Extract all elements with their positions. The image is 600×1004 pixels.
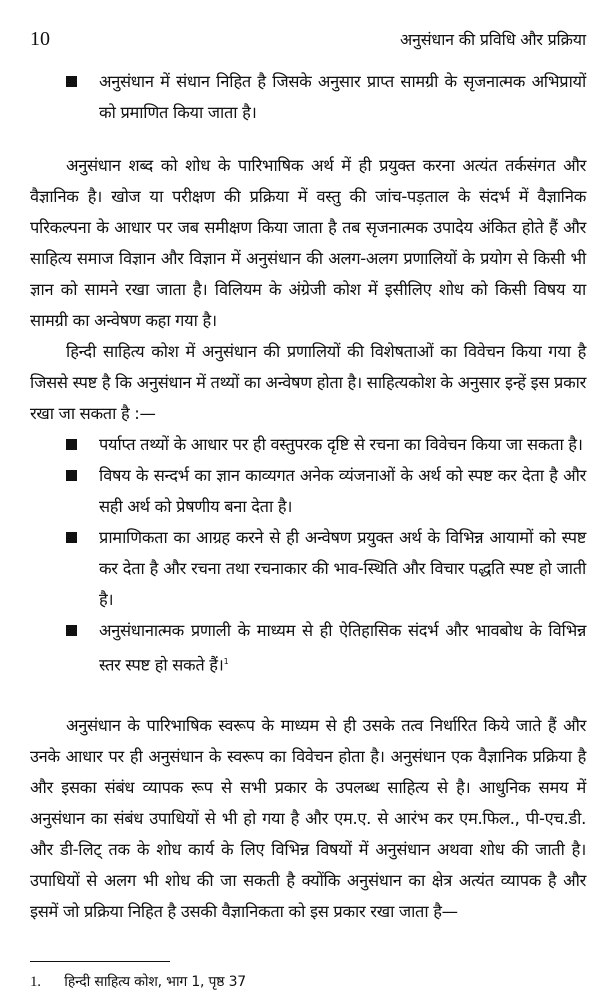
square-bullet-icon — [66, 625, 77, 636]
running-title: अनुसंधान की प्रविधि और प्रक्रिया — [400, 30, 586, 49]
page-number: 10 — [30, 28, 50, 50]
bullet-text: अनुसंधानात्मक प्रणाली के माध्यम से ही ऐतिहासिक संदर्भ और भावबोध के विभिन्न स्तर स्पष्ट हो सकते हैं। — [99, 621, 586, 675]
bullet-text: पर्याप्त तथ्यों के आधार पर ही वस्तुपरक दृष्टि से रचना का विवेचन किया जा सकता है। — [99, 435, 583, 454]
footnote-divider — [30, 961, 170, 962]
square-bullet-icon — [66, 76, 77, 87]
paragraph-3 — [30, 710, 586, 927]
paragraph-text: हिन्दी साहित्य कोश में अनुसंधान की प्रणालियों की विशेषताओं का विवेचन किया गया है जिससे स्पष्ट है कि अनुसंधान में तथ्यों का अन्वेषण होता है। साहित्यकोश के अनुसार इन्हें इस प्रकार रखा जा सकता है :— — [30, 342, 587, 423]
square-bullet-icon — [66, 532, 77, 543]
top-bullet-block — [30, 66, 586, 128]
bullet-text: विषय के सन्दर्भ का ज्ञान काव्यगत अनेक व्यंजनाओं के अर्थ को स्पष्ट कर देता है और सही अर्थ को प्रेषणीय बना देता है। — [99, 466, 586, 516]
paragraph-1 — [30, 150, 586, 336]
bullet-text: अनुसंधान में संधान निहित है जिसके अनुसार प्राप्त सामग्री के सृजनात्मक अभिप्रायों को प्रमाणित किया जाता है। — [99, 72, 586, 122]
paragraph-text: अनुसंधान के पारिभाषिक स्वरूप के माध्यम से ही उसके तत्व निर्धारित किये जाते हैं और उनके आधार पर ही अनुसंधान के स्वरूप का विवेचन होता है। अनुसंधान एक वैज्ञानिक प्रक्रिया है और इसका संबंध व्यापक रूप से सभी प्रकार के उपलब्ध साहित्य से है। आधुनिक समय में अनुसंधान का संबंध उपाधियों से भी हो गया है और एम.ए. से आरंभ कर एम.फिल., पी-एच.डी. और डी-लिट् तक के शोध कार्य के लिए विभिन्न विषयों में अनुसंधान अथवा शोध की जाती है। उपाधियों से अलग भी शोध की जा सकती है क्योंकि अनुसंधान का क्षेत्र अत्यंत व्यापक है और इसमें जो प्रक्रिया निहित है उसकी वैज्ञानिकता को इस प्रकार रखा जाता है— — [30, 716, 586, 921]
page-header — [30, 28, 586, 56]
bullet-text: प्रामाणिकता का आग्रह करने से ही अन्वेषण प्रयुक्त अर्थ के विभिन्न आयामों को स्पष्ट कर देता है और रचना तथा रचनाकार की भाव-स्थिति और विचार पद्धति स्पष्ट हो जाती है। — [99, 528, 586, 609]
footnote-number: 1. — [30, 974, 41, 990]
footnote-text: हिन्दी साहित्य कोश, भाग 1, पृष्ठ 37 — [64, 974, 247, 990]
square-bullet-icon — [66, 470, 77, 481]
paragraph-2 — [30, 336, 586, 680]
method-list — [30, 429, 586, 680]
bullet-item — [30, 429, 586, 460]
bullet-item — [30, 615, 586, 680]
bullet-item — [30, 66, 586, 128]
square-bullet-icon — [66, 439, 77, 450]
footnote-marker: 1 — [223, 657, 229, 666]
bullet-item — [30, 522, 586, 615]
bullet-item — [30, 460, 586, 522]
paragraph-text: अनुसंधान शब्द को शोध के पारिभाषिक अर्थ में ही प्रयुक्त करना अत्यंत तर्कसंगत और वैज्ञानिक है। खोज या परीक्षण की प्रक्रिया में वस्तु की जांच-पड़ताल के संदर्भ में वैज्ञानिक परिकल्पना के आधार पर जब समीक्षण किया जाता है तब सृजनात्मक उपादेय अंकित होते हैं और साहित्य समाज विज्ञान और विज्ञान में अनुसंधान की अलग-अलग प्रणालियों के प्रयोग से किसी भी ज्ञान को सामने रखा जाता है। विलियम के अंग्रेजी कोश में इसीलिए शोध को किसी विषय या सामग्री का अन्वेषण कहा गया है। — [30, 156, 586, 330]
footnote — [30, 972, 246, 991]
